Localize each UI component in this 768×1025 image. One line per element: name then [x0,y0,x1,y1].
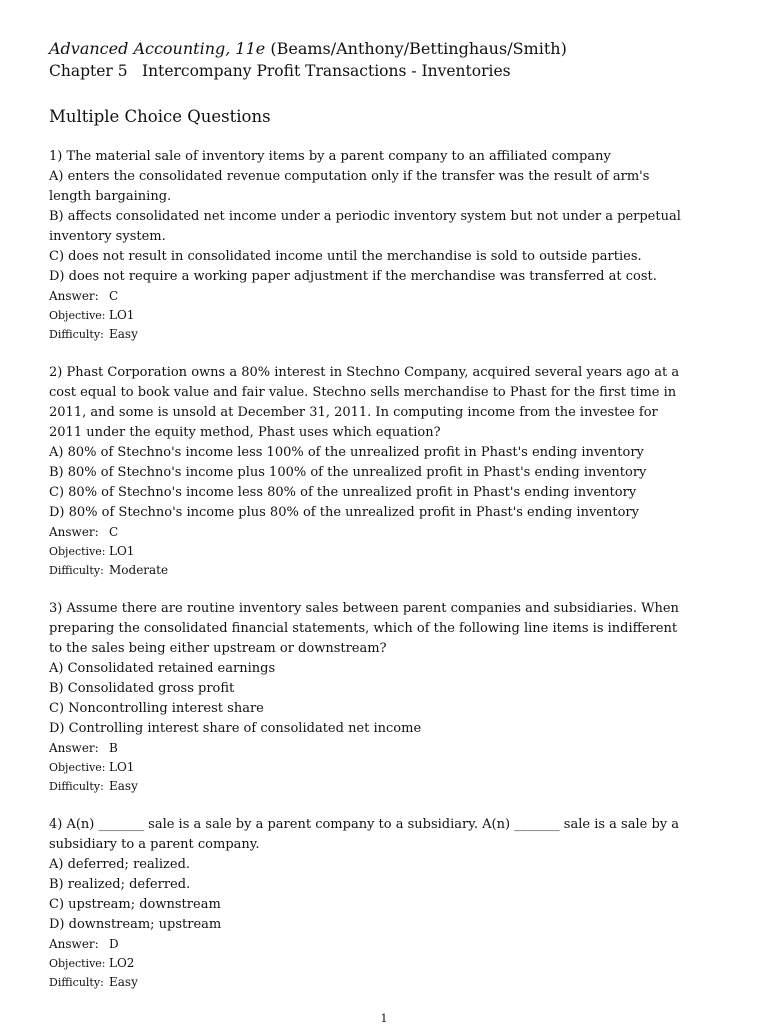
objective-label: Objective: [49,957,106,970]
difficulty-value: Easy [109,975,138,989]
objective-value: LO1 [109,760,135,774]
question-2 [49,363,689,580]
option-c: C) 80% of Stechno's income less 80% of the unrealized profit in Phast's ending inventory [49,485,637,500]
question-4 [49,815,689,992]
answer-value: C [109,289,119,303]
question-stem: 2) Phast Corporation owns a 80% interest in Stechno Company, acquired several years ago at a cost equal to book value and fair value. Stechno sells merchandise to Phast for the first time in 2011, and some is unsold at December 31, 2011. In computing income from the investee for 2011 under the equity method, Phast uses which equation? [49,365,680,440]
objective-line [49,954,689,973]
objective-label: Objective: [49,309,106,322]
page-number: 1 [380,1012,388,1025]
question-3 [49,599,689,796]
difficulty-label: Difficulty: [49,780,104,793]
objective-value: LO1 [109,308,135,322]
section-title: Multiple Choice Questions [49,107,271,126]
answer-label: Answer: [49,525,99,539]
chapter-title: Intercompany Profit Transactions - Inventories [142,62,511,80]
difficulty-line [49,777,689,796]
book-authors: (Beams/Anthony/Bettinghaus/Smith) [270,39,567,58]
objective-line [49,758,689,777]
answer-label: Answer: [49,289,99,303]
option-c: C) Noncontrolling interest share [49,701,264,716]
option-a: A) 80% of Stechno's income less 100% of the unrealized profit in Phast's ending inventory [49,445,644,460]
option-b: B) realized; deferred. [49,877,191,892]
difficulty-value: Easy [109,779,138,793]
option-b: B) 80% of Stechno's income plus 100% of the unrealized profit in Phast's ending inventory [49,465,647,480]
option-d: D) does not require a working paper adjustment if the merchandise was transferred at cost. [49,269,657,284]
answer-line [49,739,689,758]
option-a: A) deferred; realized. [49,857,191,872]
question-1 [49,147,689,344]
question-stem: 3) Assume there are routine inventory sales between parent companies and subsidiaries. When preparing the consolidated financial statements, which of the following line items is indifferent to the sales being either upstream or downstream? [49,601,679,656]
answer-label: Answer: [49,937,99,951]
option-d: D) Controlling interest share of consolidated net income [49,721,422,736]
difficulty-line [49,561,689,580]
difficulty-label: Difficulty: [49,328,104,341]
objective-label: Objective: [49,761,106,774]
difficulty-label: Difficulty: [49,564,104,577]
answer-line [49,935,689,954]
option-b: B) Consolidated gross profit [49,681,235,696]
option-a: A) Consolidated retained earnings [49,661,276,676]
option-c: C) upstream; downstream [49,897,221,912]
difficulty-line [49,973,689,992]
answer-value: C [109,525,119,539]
book-header [49,38,689,60]
objective-value: LO1 [109,544,135,558]
difficulty-line [49,325,689,344]
option-d: D) downstream; upstream [49,917,222,932]
objective-line [49,542,689,561]
option-a: A) enters the consolidated revenue computation only if the transfer was the result of arm's length bargaining. [49,169,650,204]
option-c: C) does not result in consolidated income until the merchandise is sold to outside parties. [49,249,642,264]
objective-line [49,306,689,325]
option-b: B) affects consolidated net income under a periodic inventory system but not under a perpetual inventory system. [49,209,681,244]
chapter-label: Chapter 5 [49,62,128,80]
objective-value: LO2 [109,956,135,970]
difficulty-value: Moderate [109,563,169,577]
answer-value: D [109,937,119,951]
answer-line [49,287,689,306]
difficulty-value: Easy [109,327,138,341]
question-stem: 1) The material sale of inventory items by a parent company to an affiliated company [49,149,611,164]
chapter-header [49,60,689,82]
book-title: Advanced Accounting, 11e [49,39,266,58]
answer-value: B [109,741,118,755]
answer-label: Answer: [49,741,99,755]
difficulty-label: Difficulty: [49,976,104,989]
option-d: D) 80% of Stechno's income plus 80% of the unrealized profit in Phast's ending inventory [49,505,639,520]
answer-line [49,523,689,542]
document-page [49,38,689,992]
question-stem: 4) A(n) _______ sale is a sale by a parent company to a subsidiary. A(n) _______ sale is a sale by a subsidiary to a parent company. [49,817,680,852]
objective-label: Objective: [49,545,106,558]
